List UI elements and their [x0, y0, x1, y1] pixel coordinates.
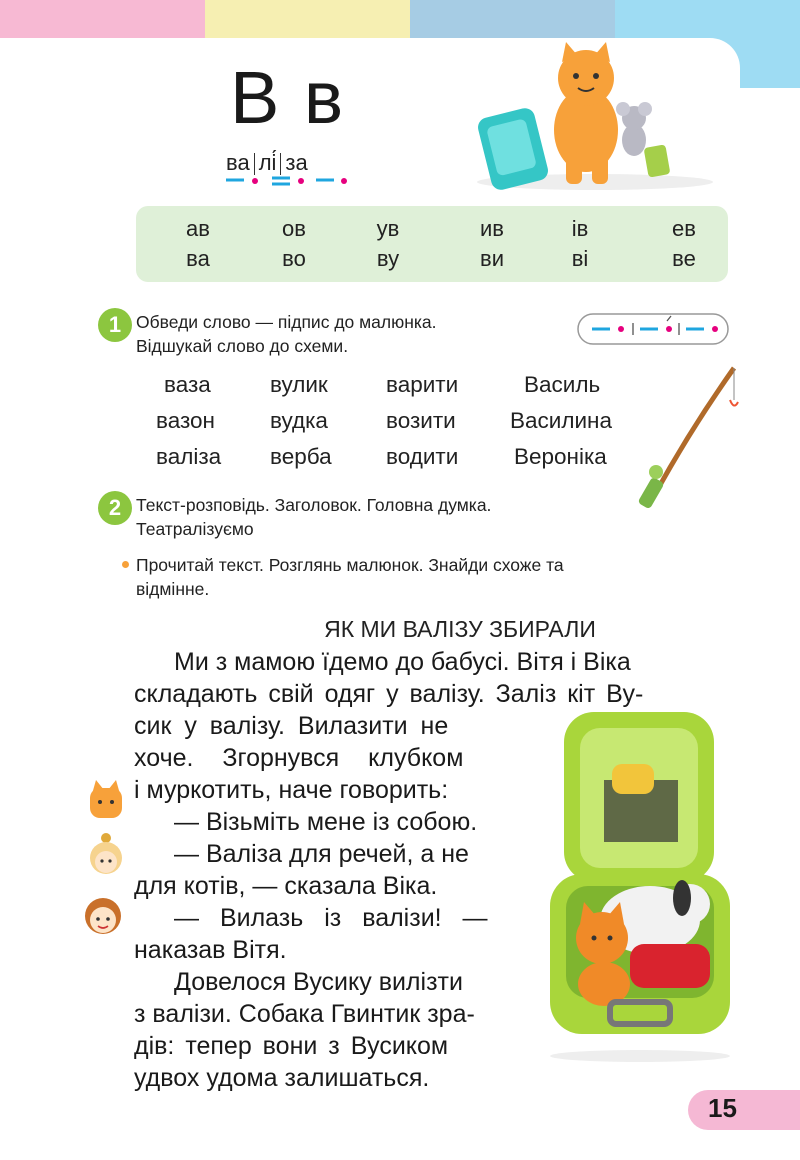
- word: варити: [386, 372, 459, 397]
- word: возити: [386, 408, 456, 433]
- task-number-badge: 1: [98, 308, 132, 342]
- suitcase-with-cat-and-dog-illustration: [540, 704, 740, 1064]
- word: валіза: [156, 444, 222, 469]
- word-column-1: [156, 370, 221, 472]
- word: вудка: [270, 408, 328, 433]
- story-line: наказав Вітя.: [134, 936, 287, 964]
- story-line: — Візьміть мене із собою.: [174, 808, 478, 836]
- story-line: хоче. Згорнувся клубком: [134, 744, 464, 772]
- word: водити: [386, 444, 459, 469]
- header-tab-blue: [410, 0, 615, 38]
- word-column-3: [386, 370, 458, 472]
- word-column-2: [270, 370, 332, 472]
- letter-heading: В в: [230, 56, 346, 139]
- word: вулик: [270, 372, 328, 397]
- girl-speaker-icon: [86, 832, 126, 880]
- story-title: ЯК МИ ВАЛІЗУ ЗБИРАЛИ: [324, 616, 596, 642]
- cat-speaker-icon: [86, 780, 126, 822]
- instruction-line-1: Прочитай текст. Розглянь малюнок. Знайди схоже та: [136, 555, 564, 575]
- fishing-rod-illustration: [630, 360, 742, 520]
- story-line: Ми з мамою їдемо до бабусі. Вітя і Віка: [174, 648, 631, 676]
- story-line: і муркотить, наче говорить:: [134, 776, 449, 804]
- word-scheme-badge: [576, 312, 730, 346]
- task-2-line-1: Текст-розповідь. Заголовок. Головна думка.: [136, 495, 492, 515]
- boy-speaker-icon: [80, 892, 126, 942]
- word: ваза: [164, 372, 211, 397]
- instruction-line-2: відмінне.: [136, 579, 210, 599]
- story-line: Довелося Вусику вилізти: [174, 968, 463, 996]
- cat-with-suitcase-illustration: [470, 42, 720, 192]
- syllable-cell: ві: [571, 246, 589, 271]
- syllable-cell: ва: [186, 246, 210, 271]
- page-number: 15: [708, 1093, 737, 1123]
- syllable-cell: во: [282, 246, 306, 271]
- story-line: складають свій одяг у валізу. Заліз кіт Ву-: [134, 680, 644, 708]
- syllable-cell: ів: [571, 216, 589, 241]
- story-line: удвох удома залишаться.: [134, 1064, 430, 1092]
- story-line: з валізи. Собака Гвинтик зра-: [134, 1000, 475, 1028]
- story-line: для котів, — сказала Віка.: [134, 872, 438, 900]
- header-tab-pink: [0, 0, 205, 38]
- task-1-line-2: Відшукай слово до схеми.: [136, 336, 349, 356]
- page-number-tab: [688, 1090, 800, 1130]
- syllable-table: [136, 206, 728, 282]
- syllable-cell: ув: [376, 216, 400, 241]
- task-number-badge: 2: [98, 491, 132, 525]
- syllable-2: лі́: [258, 150, 277, 175]
- sound-scheme-under-word: [222, 174, 352, 190]
- bullet-dot-icon: [122, 561, 129, 568]
- header-tab-yellow: [205, 0, 410, 38]
- syllable-cell: ву: [376, 246, 400, 271]
- syllable-3: за: [285, 150, 308, 175]
- story-line: дів: тепер вони з Вусиком: [134, 1032, 449, 1060]
- syllable-cell: ав: [186, 216, 210, 241]
- story-line: — Валіза для речей, а не: [174, 840, 469, 868]
- word: Вероніка: [514, 444, 607, 469]
- word: вазон: [156, 408, 215, 433]
- word-column-4: [510, 370, 612, 472]
- word-syllables: [226, 150, 308, 176]
- story-line: сик у валізу. Вилазити не: [134, 712, 449, 740]
- syllable-cell: ве: [672, 246, 696, 271]
- syllable-cell: ов: [282, 216, 306, 241]
- word: Василь: [524, 372, 601, 397]
- word: Василина: [510, 408, 612, 433]
- syllable-1: ва: [226, 150, 250, 175]
- syllable-cell: ив: [480, 216, 504, 241]
- syllable-cell: ви: [480, 246, 504, 271]
- syllable-cell: ев: [672, 216, 696, 241]
- story-line: — Вилазь із валізи! —: [174, 904, 488, 932]
- syllable-divider: [280, 153, 281, 175]
- word: верба: [270, 444, 332, 469]
- syllable-divider: [254, 153, 255, 175]
- task-2-line-2: Театралізуємо: [136, 519, 254, 539]
- task-1-line-1: Обведи слово — підпис до малюнка.: [136, 312, 437, 332]
